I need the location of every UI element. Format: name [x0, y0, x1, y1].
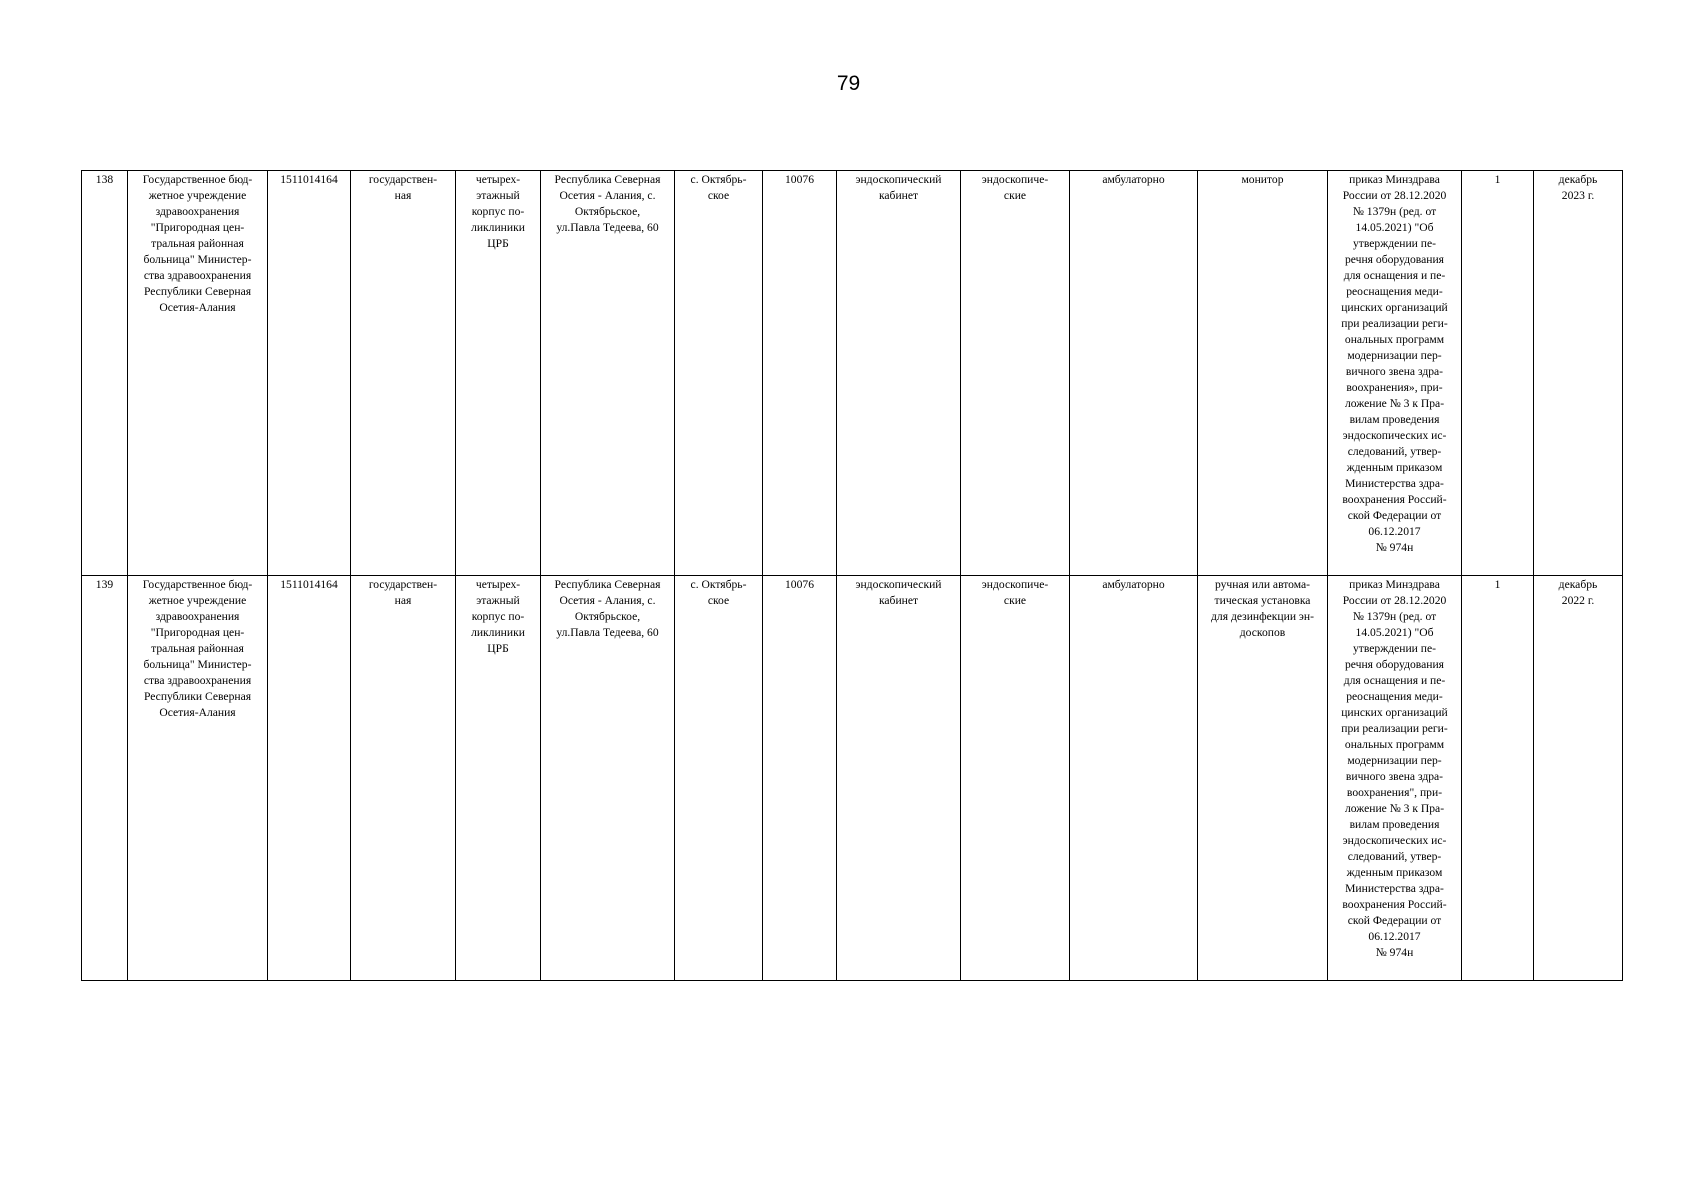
table-row [82, 576, 1623, 981]
address: Республика Северная Осетия - Алания, с. Октябрьское, ул.Павла Тедеева, 60 [554, 173, 661, 234]
building-cell [456, 171, 541, 576]
equipment-table [81, 170, 1623, 981]
code: 10076 [785, 173, 814, 186]
quantity: 1 [1494, 173, 1501, 186]
building: четырех- этажный корпус по- ликлиники ЦРБ [471, 578, 525, 655]
settlement: с. Октябрь- ское [690, 173, 747, 202]
profile: эндоскопиче- ские [981, 173, 1049, 202]
equipment: ручная или автома- тическая установка для дезинфекции эн- доскопов [1211, 578, 1314, 639]
ownership-form: государствен- ная [368, 578, 438, 607]
quantity-cell [1462, 171, 1534, 576]
quantity: 1 [1494, 578, 1501, 591]
code-cell [763, 576, 837, 981]
page-number: 79 [836, 72, 861, 95]
row-number: 139 [95, 578, 114, 591]
table-row [82, 171, 1623, 576]
equipment: монитор [1241, 173, 1284, 186]
address: Республика Северная Осетия - Алания, с. Октябрьское, ул.Павла Тедеева, 60 [554, 578, 661, 639]
basis-cell [1328, 171, 1462, 576]
care-cell [1070, 171, 1198, 576]
unit-cell [837, 171, 961, 576]
profile-cell [961, 171, 1070, 576]
ownership-cell [351, 171, 456, 576]
basis-cell [1328, 576, 1462, 981]
inn: 1511014164 [280, 173, 338, 186]
settlement: с. Октябрь- ское [690, 578, 747, 607]
address-cell [541, 576, 675, 981]
profile-cell [961, 576, 1070, 981]
care-condition: амбулаторно [1102, 578, 1165, 591]
settlement-cell [675, 171, 763, 576]
equipment-cell [1198, 576, 1328, 981]
quantity-cell [1462, 576, 1534, 981]
inn-cell [268, 576, 351, 981]
organization-cell [128, 576, 268, 981]
row-number-cell [82, 576, 128, 981]
legal-basis: приказ Минздрава России от 28.12.2020 № 1379н (ред. от 14.05.2021) "Об утверждении пе- речня оборудования для оснащения и пе- реоснащения меди- цинских организаций при реализации реги- ональных программ модернизации пер- вичного звена здра- воохранения", при- ложение № 3 к Пра- вилам проведения эндоскопических ис- следований, утвер- жденным приказом Министерства здра- воохранения Россий- ской Федерации от 06.12.2017 № 974н [1341, 578, 1448, 959]
organization-name: Государственное бюд- жетное учреждение здравоохранения "Пригородная цен- тральная районная больница" Министер- ства здравоохранения Республики Северная Осетия-Алания [142, 578, 253, 719]
due-date: декабрь 2023 г. [1558, 173, 1598, 202]
unit-cell [837, 576, 961, 981]
organization-name: Государственное бюд- жетное учреждение здравоохранения "Пригородная цен- тральная районная больница" Министер- ства здравоохранения Республики Северная Осетия-Алания [142, 173, 253, 314]
settlement-cell [675, 576, 763, 981]
ownership-cell [351, 576, 456, 981]
code: 10076 [785, 578, 814, 591]
due-date: декабрь 2022 г. [1558, 578, 1598, 607]
address-cell [541, 171, 675, 576]
building: четырех- этажный корпус по- ликлиники ЦРБ [471, 173, 525, 250]
inn-cell [268, 171, 351, 576]
care-cell [1070, 576, 1198, 981]
building-cell [456, 576, 541, 981]
legal-basis: приказ Минздрава России от 28.12.2020 № 1379н (ред. от 14.05.2021) "Об утверждении пе- речня оборудования для оснащения и пе- реоснащения меди- цинских организаций при реализации реги- ональных программ модернизации пер- вичного звена здра- воохранения», при- ложение № 3 к Пра- вилам проведения эндоскопических ис- следований, утвер- жденным приказом Министерства здра- воохранения Россий- ской Федерации от 06.12.2017 № 974н [1341, 173, 1448, 554]
row-number-cell [82, 171, 128, 576]
organization-cell [128, 171, 268, 576]
inn: 1511014164 [280, 578, 338, 591]
unit: эндоскопический кабинет [855, 173, 942, 202]
code-cell [763, 171, 837, 576]
profile: эндоскопиче- ские [981, 578, 1049, 607]
ownership-form: государствен- ная [368, 173, 438, 202]
equipment-cell [1198, 171, 1328, 576]
row-number: 138 [95, 173, 114, 186]
unit: эндоскопический кабинет [855, 578, 942, 607]
care-condition: амбулаторно [1102, 173, 1165, 186]
date-cell [1534, 576, 1623, 981]
date-cell [1534, 171, 1623, 576]
